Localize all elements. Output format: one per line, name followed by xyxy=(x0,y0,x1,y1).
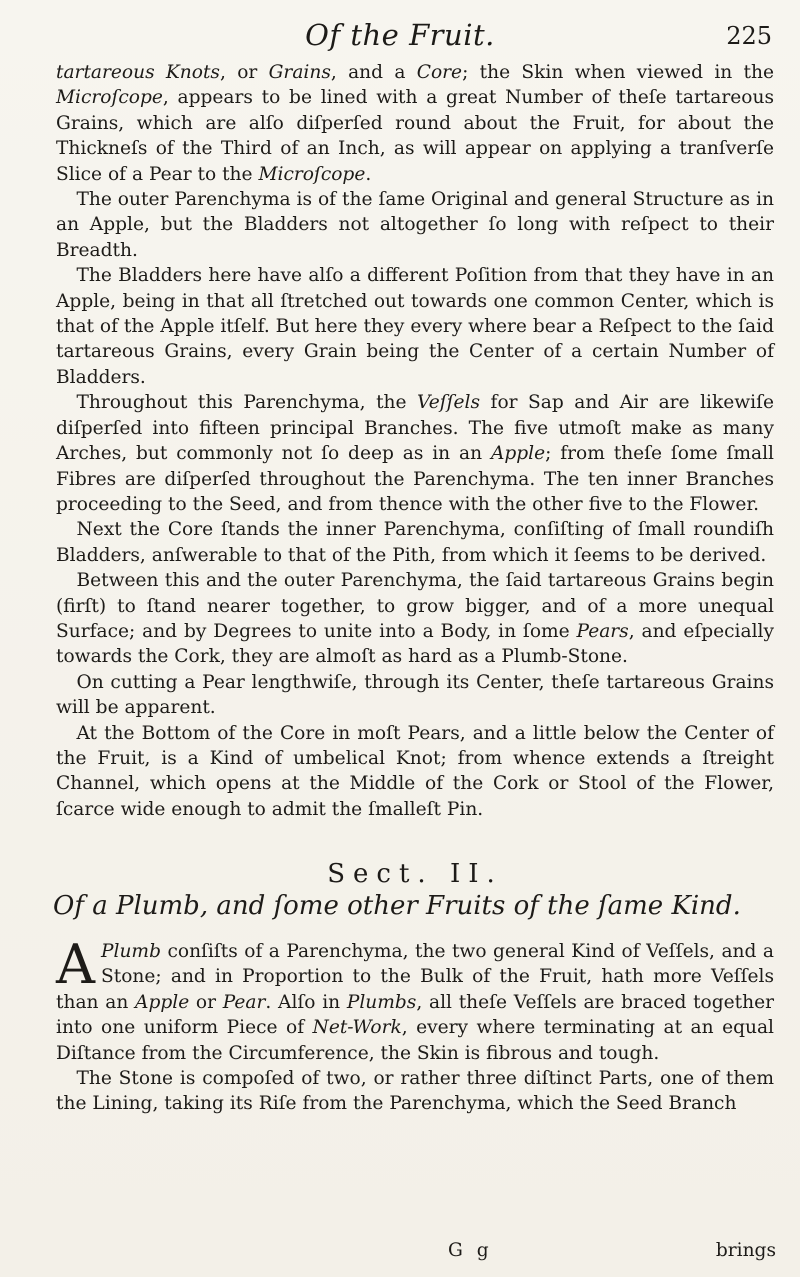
text-run: On cutting a Pear lengthwiſe, through its Center, theſe tartareous Grains will be apparent. xyxy=(56,671,774,719)
text-run: tartareous Knots xyxy=(56,62,220,83)
page-header xyxy=(0,14,800,60)
text-block xyxy=(56,60,774,822)
section-text-block xyxy=(56,933,774,1117)
text-run: Next the Core ſtands the inner Parenchyma, conſiſting of ſmall roundiſh Bladders, anſwerable to that of the Pith, from which it ſeems to be derived. xyxy=(56,519,774,566)
text-run: for Sap and Air are likewiſe diſperſed into fifteen principal Branches. The five utmoſt make as many Arches, but commonly not ſo deep as in an xyxy=(56,392,774,465)
paragraph xyxy=(56,933,774,1066)
section-heading: Sect. II. xyxy=(327,859,503,890)
text-run: , or xyxy=(219,62,269,83)
paragraph xyxy=(56,390,774,517)
text-run: Pear xyxy=(222,991,266,1013)
text-run: The Bladders here have alſo a different Poſition from that they have in an Apple, being in that all ſtretched out towards one common Center, which is that of the Apple itſelf. But here they every where bear a Reſpect to the ſaid tartareous Grains, every Grain being the Center of a certain Number of Bladders. xyxy=(56,265,774,388)
paragraph xyxy=(56,187,774,263)
text-run: Apple xyxy=(135,991,190,1013)
text-run: conſiſts of a Parenchyma, the two general Kind of Veſſels, and a Stone; and in Proportion to the Bulk of the Fruit, hath more Veſſels than an xyxy=(56,941,774,1013)
text-run: Grains xyxy=(268,62,331,83)
section-title xyxy=(53,890,774,921)
running-head: Of the Fruit. xyxy=(305,18,495,52)
text-run: Microſcope xyxy=(56,87,163,109)
text-run: Plumb xyxy=(101,941,161,962)
signature-mark: G g xyxy=(448,1240,493,1261)
text-run: , all theſe Veſſels are braced together into one uniform Piece of xyxy=(56,991,774,1039)
paragraph xyxy=(56,568,774,670)
text-run: Throughout this Parenchyma, the xyxy=(76,392,418,414)
text-run: Fruits xyxy=(426,890,506,921)
paragraph xyxy=(56,60,774,187)
text-run: Net-Work xyxy=(312,1017,402,1039)
text-run: Of a xyxy=(53,890,116,921)
paragraph xyxy=(56,1066,774,1117)
page-number: 225 xyxy=(726,22,772,50)
text-run: At the Bottom of the Core in moſt Pears, and a little below the Center of the Fruit, is a Kind of umbelical Knot; from whence extends a ſtreight Channel, which opens at the Middle of the Cork or Stool of the Flower, ſcarce wide enough to admit the ſmalleſt Pin. xyxy=(56,722,774,820)
text-run: ; the Skin when viewed in the xyxy=(462,62,774,83)
paragraph xyxy=(56,670,774,721)
catchword: brings xyxy=(715,1240,776,1261)
text-run: . Alſo in xyxy=(265,991,347,1013)
page-body xyxy=(53,60,774,1117)
paragraph xyxy=(56,721,774,823)
text-run: ; from theſe ſome ſmall Fibres are diſperſed throughout the Parenchyma. The ten inner Branches proceeding to the Seed, and from thence with the other five to the Flower. xyxy=(56,443,774,515)
text-run: The outer Parenchyma is of the ſame Original and general Structure as in an Apple, but the Bladders not altogether ſo long with reſpect to their Breadth. xyxy=(56,189,774,261)
text-run: Veſſels xyxy=(417,392,481,414)
text-run: , and eſpecially towards the Cork, they are almoſt as hard as a Plumb-Stone. xyxy=(56,620,774,668)
text-run: Plumbs xyxy=(346,991,417,1013)
paragraph xyxy=(56,517,774,568)
drop-cap: A xyxy=(56,933,95,996)
text-run: Core xyxy=(416,62,463,83)
text-run: of the ſame Kind. xyxy=(505,890,741,921)
text-run: , and a xyxy=(330,62,417,83)
text-run: , appears to be lined with a great Number of theſe tartareous Grains, which are alſo diſperſed round about the Fruit, for about the Thickneſs of the Third of an Inch, as will appear on applying a tranſverſe Slice of a Pear to the xyxy=(56,87,774,185)
text-run: Plumb xyxy=(115,890,200,921)
text-run: , and ſome other xyxy=(199,890,427,921)
paragraph xyxy=(56,263,774,390)
text-run: Apple xyxy=(490,443,546,465)
text-run: Pears xyxy=(576,620,629,642)
text-run: Microſcope xyxy=(258,163,366,185)
text-run: The Stone is compoſed of two, or rather three diſtinct Parts, one of them the Lining, taking its Riſe from the Parenchyma, which the Seed Branch xyxy=(56,1068,774,1115)
text-run: Between this and the outer Parenchyma, the ſaid tartareous Grains begin (firſt) to ſtand nearer together, to grow bigger, and of a more unequal Surface; and by Degrees to unite into a Body, in ſome xyxy=(56,570,774,642)
text-run: . xyxy=(365,163,372,185)
text-run: , every where terminating at an equal Diſtance from the Circumference, the Skin is fibrous and tough. xyxy=(56,1017,774,1064)
text-run: or xyxy=(189,991,223,1013)
